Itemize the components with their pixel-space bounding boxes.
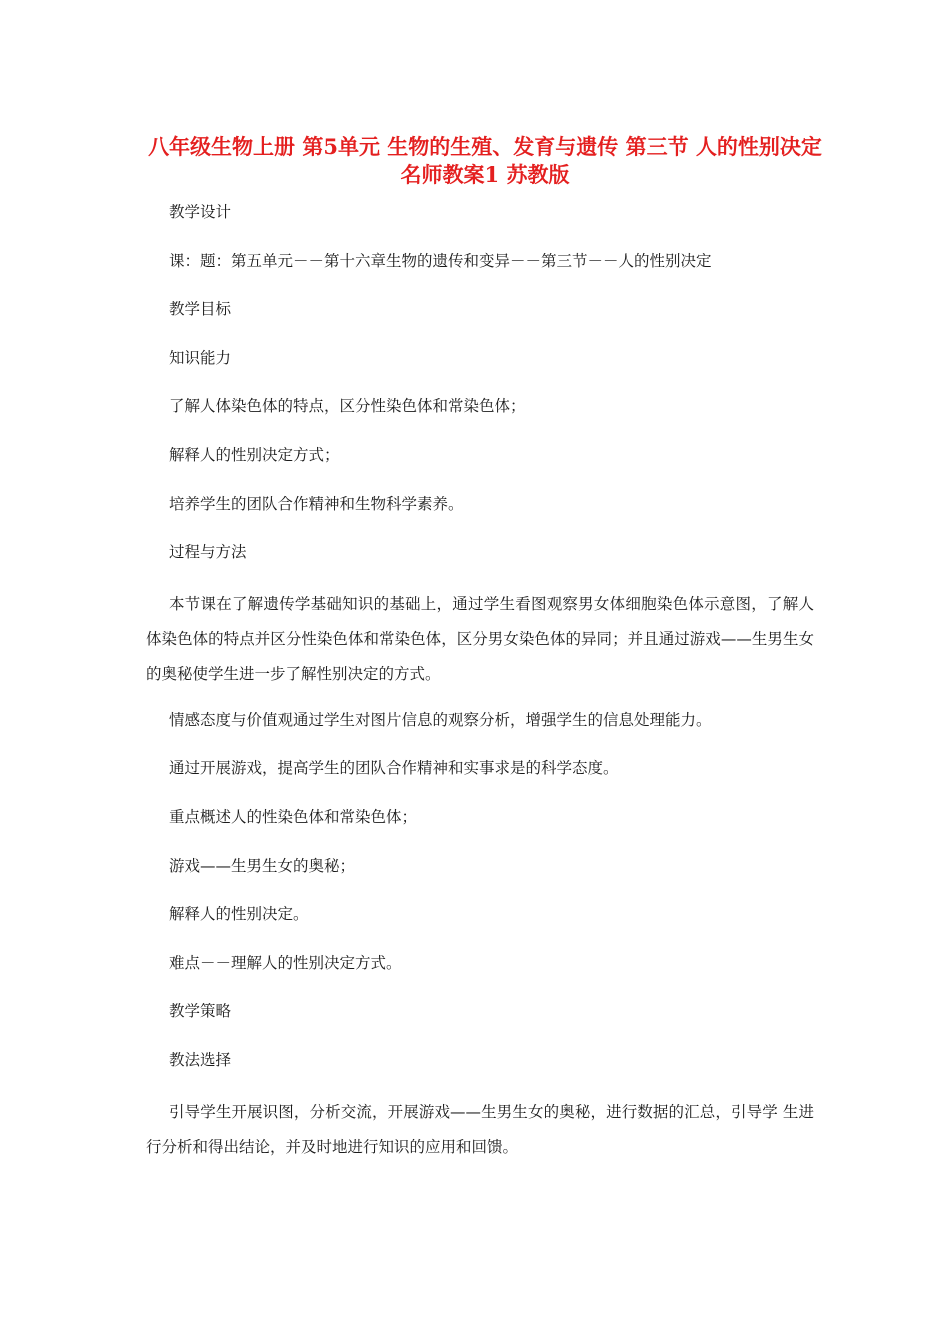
paragraph-key-point-2: 游戏——生男生女的奥秘；	[169, 856, 356, 875]
paragraph-difficulty: 难点－－理解人的性别决定方式。	[169, 953, 402, 972]
paragraph-teaching-strategy: 教学策略	[169, 1002, 232, 1021]
paragraph-goal-3: 培养学生的团队合作精神和生物科学素养。	[169, 494, 464, 513]
paragraph-lesson-topic: 课：题：第五单元－－第十六章生物的遗传和变异－－第三节－－人的性别决定	[169, 251, 712, 270]
paragraph-goal-2: 解释人的性别决定方式；	[169, 445, 340, 464]
paragraph-process-method: 过程与方法	[169, 543, 247, 562]
paragraph-method-choice: 教法选择	[169, 1050, 232, 1069]
document-body	[146, 198, 814, 1179]
paragraph-goal-1: 了解人体染色体的特点，区分性染色体和常染色体；	[169, 397, 526, 416]
paragraph-teaching-design: 教学设计	[169, 203, 232, 221]
paragraph-teaching-goals: 教学目标	[169, 300, 232, 319]
paragraph-knowledge-ability: 知识能力	[169, 348, 232, 367]
paragraph-method-description: 引导学生开展识图，分析交流，开展游戏——生男生女的奥秘，进行数据的汇总，引导学 生进行分析和得出结论，并及时地进行知识的应用和回馈。	[146, 1102, 814, 1156]
paragraph-game-teamwork: 通过开展游戏，提高学生的团队合作精神和实事求是的科学态度。	[169, 759, 619, 778]
paragraph-key-point-3: 解释人的性别决定。	[169, 905, 309, 924]
paragraph-key-point-1: 重点概述人的性染色体和常染色体；	[169, 807, 418, 826]
paragraph-emotion-values: 情感态度与价值观通过学生对图片信息的观察分析，增强学生的信息处理能力。	[169, 710, 712, 729]
document-title: 八年级生物上册 第5单元 生物的生殖、发育与遗传 第三节 人的性别决定名师教案1 苏教版	[148, 134, 822, 187]
paragraph-process-description: 本节课在了解遗传学基础知识的基础上，通过学生看图观察男女体细胞染色体示意图，了解人体染色体的特点并区分性染色体和常染色体，区分男女染色体的异同；并且通过游戏——生男生女的奥秘使学生进一步了解性别决定的方式。	[146, 594, 814, 683]
